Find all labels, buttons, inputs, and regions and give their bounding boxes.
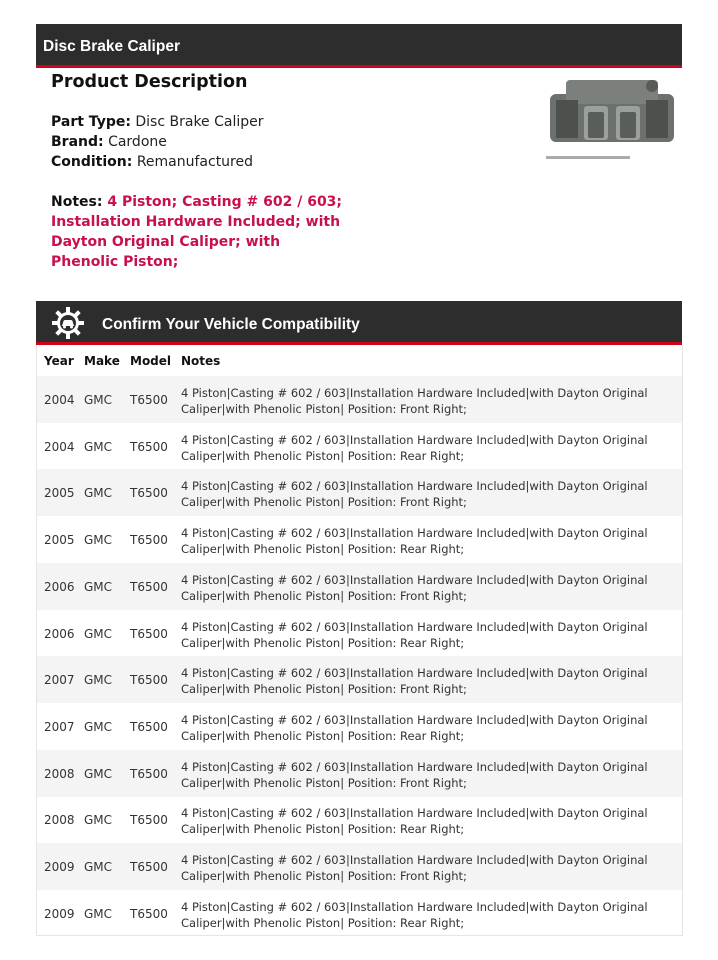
cell-year: 2008 (44, 766, 75, 781)
cell-make: GMC (84, 533, 113, 548)
cell-model: T6500 (130, 766, 168, 781)
brand-label: Brand: (51, 134, 104, 150)
cell-model: T6500 (130, 719, 168, 734)
section-heading: Product Description (51, 72, 248, 92)
column-make: Make (84, 354, 120, 368)
cell-notes: 4 Piston|Casting # 602 / 603|Installation Hardware Included|with Dayton Original Caliper|with Phenolic Piston| Position: Front Right; (181, 666, 648, 697)
cell-year: 2005 (44, 533, 75, 548)
notes-value: 4 Piston; Casting # 602 / 603; Installation Hardware Included; with Dayton Original Caliper; with Phenolic Piston; (51, 194, 343, 270)
part-type-row (51, 112, 351, 132)
column-notes: Notes (181, 354, 221, 368)
cell-year: 2009 (44, 906, 75, 921)
spec-list (51, 112, 351, 172)
cell-year: 2007 (44, 673, 75, 688)
cell-notes: 4 Piston|Casting # 602 / 603|Installation Hardware Included|with Dayton Original Caliper|with Phenolic Piston| Position: Rear Right; (181, 899, 648, 930)
table-row (37, 843, 682, 890)
table-row (37, 796, 682, 843)
compatibility-title: Confirm Your Vehicle Compatibility (102, 316, 360, 333)
cell-make: GMC (84, 813, 113, 828)
compatibility-table (36, 345, 683, 936)
part-type-value: Disc Brake Caliper (135, 114, 264, 130)
table-row (37, 656, 682, 703)
cell-model: T6500 (130, 860, 168, 874)
cell-make: GMC (84, 719, 113, 734)
column-model: Model (130, 354, 172, 368)
cell-make: GMC (84, 906, 113, 921)
column-year: Year (44, 354, 74, 368)
table-row (37, 376, 682, 423)
cell-make: GMC (84, 486, 113, 501)
cell-year: 2007 (44, 719, 75, 734)
cell-notes: 4 Piston|Casting # 602 / 603|Installation Hardware Included|with Dayton Original Caliper|with Phenolic Piston| Position: Front Right; (181, 572, 648, 603)
cell-model: T6500 (130, 673, 168, 688)
cell-model: T6500 (130, 579, 168, 594)
table-row (37, 563, 682, 610)
cell-make: GMC (84, 673, 113, 688)
cell-make: GMC (84, 439, 113, 454)
cell-notes: 4 Piston|Casting # 602 / 603|Installation Hardware Included|with Dayton Original Caliper|with Phenolic Piston| Position: Front Right; (181, 386, 648, 416)
cell-year: 2006 (44, 579, 75, 594)
cell-notes: 4 Piston|Casting # 602 / 603|Installation Hardware Included|with Dayton Original Caliper|with Phenolic Piston| Position: Rear Right; (181, 432, 648, 463)
page-title: Disc Brake Caliper (43, 38, 180, 55)
table-row (37, 516, 682, 563)
condition-row (51, 152, 351, 172)
cell-notes: 4 Piston|Casting # 602 / 603|Installation Hardware Included|with Dayton Original Caliper|with Phenolic Piston| Position: Rear Right; (181, 526, 648, 557)
product-image (546, 78, 678, 164)
gear-car-icon (51, 306, 85, 340)
cell-year: 2009 (44, 860, 75, 874)
table-row (37, 890, 682, 937)
cell-model: T6500 (130, 813, 168, 828)
cell-notes: 4 Piston|Casting # 602 / 603|Installation Hardware Included|with Dayton Original Caliper|with Phenolic Piston| Position: Front Right; (181, 853, 648, 883)
cell-notes: 4 Piston|Casting # 602 / 603|Installation Hardware Included|with Dayton Original Caliper|with Phenolic Piston| Position: Rear Right; (181, 619, 648, 650)
cell-model: T6500 (130, 626, 168, 641)
cell-year: 2008 (44, 813, 75, 828)
cell-notes: 4 Piston|Casting # 602 / 603|Installation Hardware Included|with Dayton Original Caliper|with Phenolic Piston| Position: Front Right; (181, 759, 648, 790)
cell-make: GMC (84, 766, 113, 781)
cell-make: GMC (84, 626, 113, 641)
cell-model: T6500 (130, 393, 168, 407)
notes-block (51, 192, 351, 272)
title-bar (36, 24, 682, 68)
cell-year: 2004 (44, 393, 75, 407)
brand-row (51, 132, 351, 152)
cell-notes: 4 Piston|Casting # 602 / 603|Installation Hardware Included|with Dayton Original Caliper|with Phenolic Piston| Position: Front Right; (181, 479, 648, 510)
table-row (37, 423, 682, 470)
cell-notes: 4 Piston|Casting # 602 / 603|Installation Hardware Included|with Dayton Original Caliper|with Phenolic Piston| Position: Rear Right; (181, 712, 648, 743)
cell-year: 2006 (44, 626, 75, 641)
cell-notes: 4 Piston|Casting # 602 / 603|Installation Hardware Included|with Dayton Original Caliper|with Phenolic Piston| Position: Rear Right; (181, 806, 648, 837)
cell-model: T6500 (130, 906, 168, 921)
cell-model: T6500 (130, 486, 168, 501)
notes-label: Notes: (51, 194, 103, 210)
cell-make: GMC (84, 393, 113, 407)
table-row (37, 469, 682, 516)
part-type-label: Part Type: (51, 114, 131, 130)
condition-value: Remanufactured (136, 154, 254, 170)
cell-make: GMC (84, 579, 113, 594)
table-row (37, 703, 682, 750)
brand-value: Cardone (108, 134, 167, 150)
table-row (37, 610, 682, 657)
cell-model: T6500 (130, 533, 168, 548)
cell-year: 2005 (44, 486, 75, 501)
cell-year: 2004 (44, 439, 75, 454)
product-description (51, 72, 351, 272)
cell-make: GMC (84, 860, 113, 874)
table-row (37, 750, 682, 797)
compatibility-bar (36, 301, 682, 345)
cell-model: T6500 (130, 439, 168, 454)
table-header (37, 345, 682, 376)
condition-label: Condition: (51, 154, 133, 170)
